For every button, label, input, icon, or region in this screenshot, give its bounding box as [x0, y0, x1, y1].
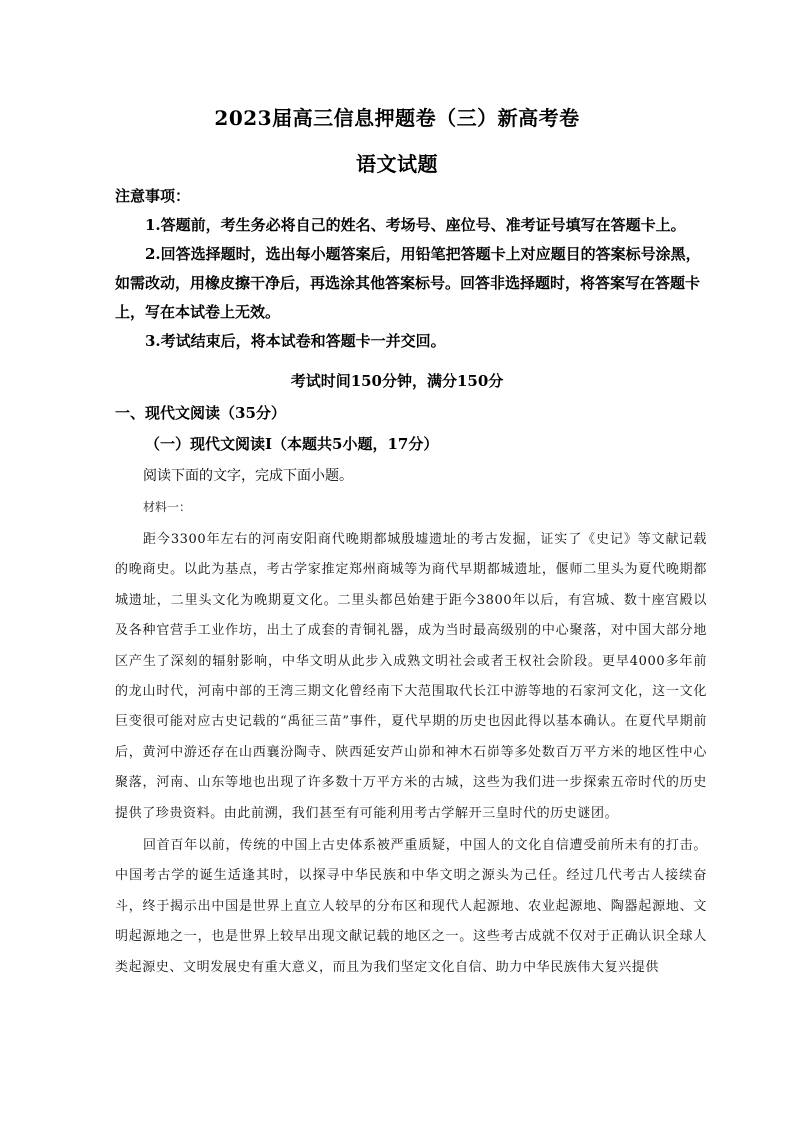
notice-heading: 注意事项：: [115, 187, 191, 205]
section-heading: 一、现代文阅读（35分）: [115, 404, 286, 422]
notice-item: 1.答题前，考生务必将自己的姓名、考场号、座位号、准考证号填写在答题卡上。: [145, 216, 686, 234]
exam-title: 2023届高三信息押题卷（三）新高考卷: [214, 106, 580, 130]
notice-list: [115, 211, 705, 356]
reading-passage: [115, 525, 707, 983]
exam-subtitle: 语文试题: [356, 152, 438, 176]
passage-paragraph: 回首百年以前，传统的中国上古史体系被严重质疑，中国人的文化自信遭受前所未有的打击。中国考古学的诞生适逢其时，以探寻中华民族和中华文明之源头为己任。经过几代考古人接续奋斗，终于揭示出中国是世界上直立人较早的分布区和现代人起源地、农业起源地、陶器起源地、文明起源地之一，也是世界上较早出现文献记载的地区之一。这些考古成就不仅对于正确认识全球人类起源史、文明发展史有重大意义，而且为我们坚定文化自信、助力中华民族伟大复兴提供: [115, 838, 707, 975]
passage-paragraph: 距今3300年左右的河南安阳商代晚期都城殷墟遗址的考古发掘，证实了《史记》等文献记载的晚商史。以此为基点，考古学家推定郑州商城等为商代早期都城遗址，偃师二里头为夏代晚期都城遗址，二里头文化为晚期夏文化。二里头都邑始建于距今3800年以后，有宫城、数十座宫殿以及各种官营手工业作坊，出土了成套的青铜礼器，成为当时最高级别的中心聚落，对中国大部分地区产生了深刻的辐射影响，中华文明从此步入成熟文明社会或者王权社会阶段。更早4000多年前的龙山时代，河南中部的王湾三期文化曾经南下大范围取代长江中游等地的石家河文化，这一文化巨变很可能对应古史记载的“禹征三苗”事件，夏代早期的历史也因此得以基本确认。在夏代早期前后，黄河中游还存在山西襄汾陶寺、陕西延安芦山峁和神木石峁等多处数百万平方米的地区性中心聚落，河南、山东等地也出现了许多数十万平方米的古城，这些为我们进一步探索五帝时代的历史提供了珍贵资料。由此前溯，我们甚至有可能利用考古学解开三皇时代的历史谜团。: [115, 532, 707, 821]
subsection-heading: （一）现代文阅读Ⅰ（本题共5小题，17分）: [145, 435, 439, 453]
reading-instruction: 阅读下面的文字，完成下面小题。: [143, 468, 353, 484]
exam-time-info: 考试时间150分钟，满分150分: [290, 372, 504, 390]
material-label: 材料一：: [143, 500, 192, 514]
notice-item: 2.回答选择题时，选出每小题答案后，用铅笔把答题卡上对应题目的答案标号涂黑，如需改动，用橡皮擦干净后，再选涂其他答案标号。回答非选择题时，将答案写在答题卡上，写在本试卷上无效。: [115, 245, 701, 321]
notice-item: 3.考试结束后，将本试卷和答题卡一并交回。: [145, 332, 446, 350]
